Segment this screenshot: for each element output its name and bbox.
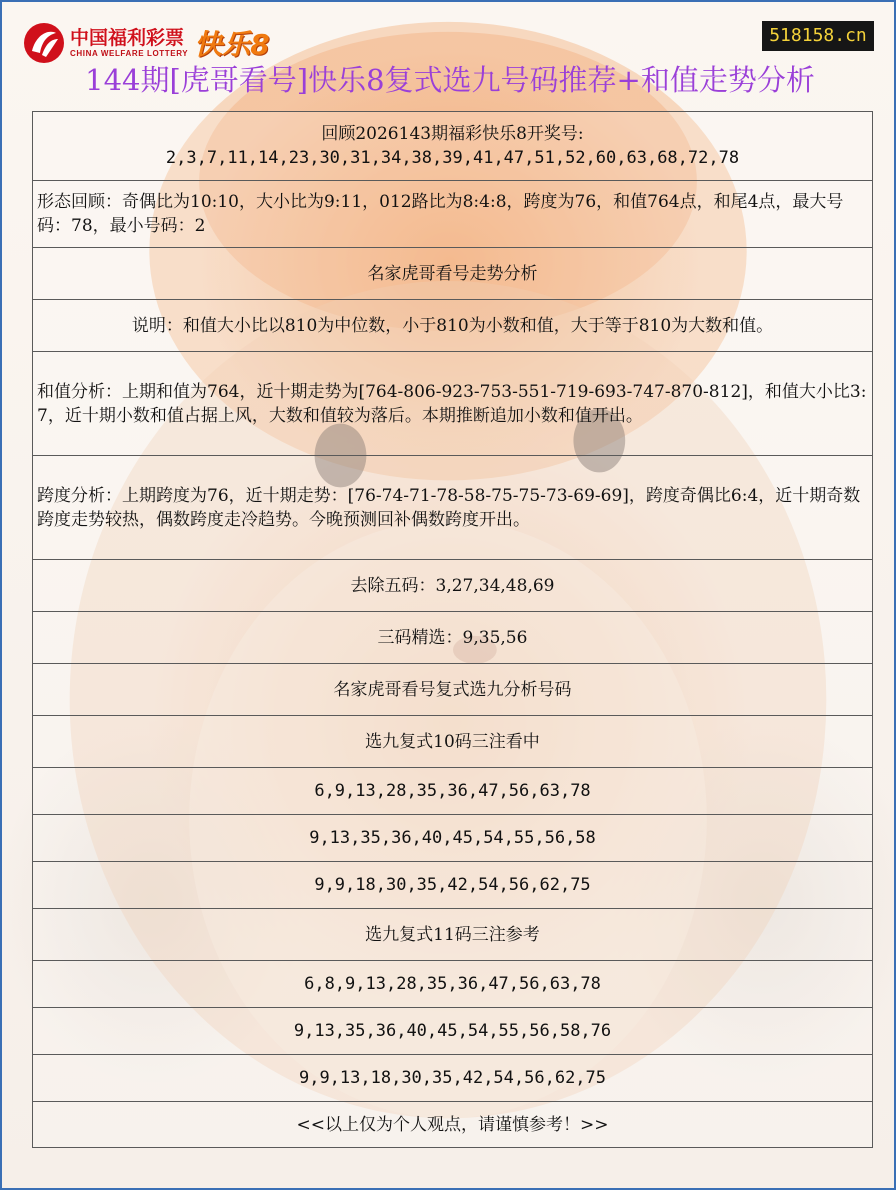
- table-row: [33, 300, 873, 352]
- table-row: [33, 768, 873, 815]
- footer-disclaimer: <<以上仅为个人观点，请谨慎参考！>>: [33, 1102, 873, 1148]
- review-numbers: 2,3,7,11,14,23,30,31,34,38,39,41,47,51,52,60,63,68,72,78: [165, 148, 740, 168]
- group11-row: 9,13,35,36,40,45,54,55,56,58,76: [33, 1008, 873, 1055]
- table-row: [33, 716, 873, 768]
- table-row: [33, 1055, 873, 1102]
- table-row: [33, 112, 873, 181]
- table-row: [33, 1102, 873, 1148]
- page-title: 144期[虎哥看号]快乐8复式选九号码推荐+和值走势分析: [85, 63, 815, 97]
- table-row: [33, 181, 873, 248]
- span-analysis: 跨度分析：上期跨度为76，近十期走势：[76-74-71-78-58-75-75-73-69-69]，跨度奇偶比6:4，近十期奇数跨度走势较热，偶数跨度走冷趋势。今晚预测回补偶数跨度开出。: [33, 456, 873, 560]
- exclude-five-codes: 去除五码：3,27,34,48,69: [33, 560, 873, 612]
- section-analysis-heading: 名家虎哥看号复式选九分析号码: [33, 664, 873, 716]
- table-row: [33, 352, 873, 456]
- section-trend-heading: 名家虎哥看号走势分析: [33, 248, 873, 300]
- group11-heading: 选九复式11码三注参考: [33, 909, 873, 961]
- sum-analysis: 和值分析：上期和值为764，近十期走势为[764-806-923-753-551-719-693-747-870-812]，和值大小比3:7，近十期小数和值占据上风，大数和值较为落后。本期推断追加小数和值开出。: [33, 352, 873, 456]
- game-logo-kuaile8: 快乐8: [194, 28, 270, 61]
- review-cell: [33, 112, 873, 181]
- table-row: [33, 1008, 873, 1055]
- site-badge[interactable]: 518158.cn: [762, 21, 874, 51]
- header: [2, 2, 894, 112]
- logo-chinese-name: 中国福利彩票: [70, 27, 185, 49]
- logo-english-name: CHINA WELFARE LOTTERY: [70, 49, 189, 58]
- group10-row: 6,9,13,28,35,36,47,56,63,78: [33, 768, 873, 815]
- group10-row: 9,9,18,30,35,42,54,56,62,75: [33, 862, 873, 909]
- table-row: [33, 862, 873, 909]
- form-review: 形态回顾：奇偶比为10:10，大小比为9:11，012路比为8:4:8，跨度为76，和值764点，和尾4点，最大号码：78，最小号码：2: [33, 181, 873, 248]
- table-row: [33, 909, 873, 961]
- group11-row: 9,9,13,18,30,35,42,54,56,62,75: [33, 1055, 873, 1102]
- sum-size-note: 说明：和值大小比以810为中位数，小于810为小数和值，大于等于810为大数和值。: [33, 300, 873, 352]
- logo-text: [70, 27, 188, 59]
- three-code-pick: 三码精选：9,35,56: [33, 612, 873, 664]
- table-row: [33, 560, 873, 612]
- group11-row: 6,8,9,13,28,35,36,47,56,63,78: [33, 961, 873, 1008]
- table-row: [33, 961, 873, 1008]
- content-table: [32, 111, 873, 1148]
- group10-row: 9,13,35,36,40,45,54,55,56,58: [33, 815, 873, 862]
- group10-heading: 选九复式10码三注看中: [33, 716, 873, 768]
- table-row: [33, 664, 873, 716]
- review-heading: 回顾2026143期福彩快乐8开奖号:: [321, 124, 584, 144]
- table-row: [33, 248, 873, 300]
- table-row: [33, 815, 873, 862]
- table-row: [33, 456, 873, 560]
- table-row: [33, 612, 873, 664]
